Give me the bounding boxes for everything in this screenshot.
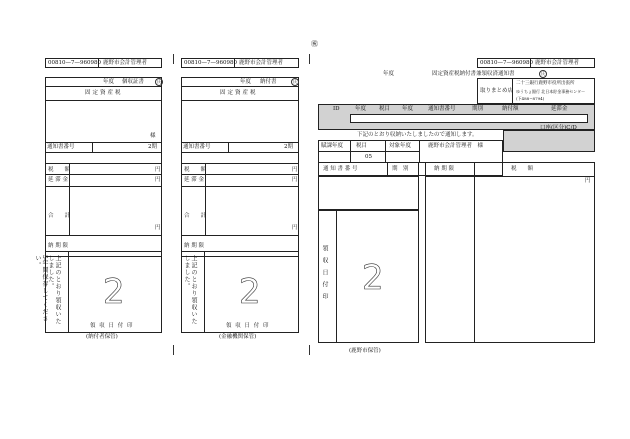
panel2-total: 合 計 [184, 213, 207, 219]
panel1-received-text: 上記のとおり領収いたしました。 [47, 255, 61, 325]
panel1-yen2: 円 [155, 177, 161, 183]
hdr-kibetsu: 期別 [472, 106, 484, 112]
panel1-late-fee: 延 滞 金 [48, 177, 68, 183]
nokigen-label: 納 期 限 [434, 166, 454, 172]
panel1-yen3: 円 [155, 225, 161, 231]
panel1-stamp-label: 領 収 日 付 印 [90, 323, 134, 329]
panel3-account-code: 00810—7—960980 [480, 60, 533, 66]
zeimoku-label: 税目 [356, 143, 368, 149]
panel3-keep-label: (鹿野市保管) [349, 348, 381, 354]
panel2-numeral: 2 [239, 272, 261, 312]
panel1-payee: 鹿野市会計管理者 [103, 60, 148, 66]
panel2-keep-label: (金融機関保管) [219, 334, 257, 340]
received-notice: 下記のとおり収納いたしましたので通知します。 [357, 132, 478, 138]
panel1-total: 合 計 [48, 213, 71, 219]
panel3-blank-area [318, 176, 419, 210]
panel3-yen: 円 [585, 178, 591, 184]
panel1-nendo: 年度 [103, 79, 115, 85]
panel1-sama: 様 [150, 133, 156, 139]
ryoshu-inji-label: 領収日付印 [321, 245, 328, 305]
panel2-tax-amount: 税 額 [184, 167, 207, 173]
torimatome-label: 取りまとめ店 [480, 88, 514, 94]
panel3-title: 固定資産税納付書兼領収済通知書 [432, 71, 515, 77]
panel1-period: 2期 [148, 144, 157, 150]
kibetsu-label: 期 別 [392, 166, 409, 172]
panel2-payee: 鹿野市会計管理者 [239, 60, 284, 66]
five-year-note: 5年間保存してください。 [34, 255, 48, 323]
hdr-zeimoku: 税目 [379, 106, 391, 112]
panel1-yen1: 円 [155, 167, 161, 173]
hdr-nendo: 年度 [355, 106, 367, 112]
panel2-period: 2期 [284, 144, 293, 150]
panel3-nendo: 年度 [383, 71, 395, 77]
zeimoku-code: 05 [365, 154, 372, 160]
panel2-late-fee: 延 滞 金 [184, 177, 204, 183]
panel3-numeral: 2 [362, 258, 384, 298]
panel2-notice-number: 通知書番号 [183, 144, 211, 150]
kazei-nendo: 賦課年度 [321, 143, 344, 149]
panel2-yen1: 円 [292, 167, 298, 173]
panel1-numeral: 2 [103, 272, 125, 312]
hdr-entai: 延滞金 [551, 106, 568, 112]
panel1-notice-number: 通知書番号 [47, 144, 75, 150]
hdr-tsuchi: 通知書番号 [428, 106, 456, 112]
panel1-tax-name: 固定資産税 [85, 90, 123, 96]
panel1-stamp-mark: 氏 [157, 79, 161, 84]
zeigaku-label: 税 額 [511, 166, 534, 172]
bank-line2: ゆうちょ銀行 北日本貯金事務センター [516, 89, 586, 94]
nokigen-block [425, 162, 595, 343]
bank-line1: 二十三銀行鹿野市役所出張所 [516, 81, 575, 86]
panel2-stamp-label: 領 収 日 付 印 [226, 323, 270, 329]
notice-side-gray [503, 130, 595, 152]
panel2-tax-name: 固定資産税 [220, 90, 258, 96]
panel2-account-code: 00810—7—960980 [184, 60, 237, 66]
panel2-nendo: 年度 [240, 79, 252, 85]
panel2-yen2: 円 [292, 177, 298, 183]
tsuchi-bango: 通 知 書 番 号 [323, 166, 358, 172]
panel1-keep-label: (納付者保管) [86, 334, 118, 340]
panel2-yen3: 円 [292, 225, 298, 231]
panel1-due-date: 納 期 限 [48, 243, 68, 249]
panel2-due-date: 納 期 限 [184, 243, 204, 249]
panel2-received-text: 上記のとおり領収いたしました。 [183, 255, 197, 325]
panel2-title: 納付書 [260, 79, 277, 85]
panel3-stamp-mark: 氏 [541, 71, 545, 76]
taisho-nendo: 対象年度 [389, 143, 412, 149]
panel1-account-code: 00810—7—960980 [48, 60, 101, 66]
id-entry-field [350, 114, 588, 123]
hdr-nendo2: 年度 [402, 106, 414, 112]
panel3-payee: 鹿野市会計管理者 [535, 60, 580, 66]
bank-line3: (下488−8794) [516, 96, 545, 101]
panel1-title: 個収証書 [122, 79, 145, 85]
panel2-stamp-mark: 氏 [293, 79, 297, 84]
payee-sama: 鹿野市会計管理者 様 [428, 143, 484, 149]
hdr-nofu: 納付額 [502, 106, 519, 112]
koza-label: 口座(区分)C/D [540, 125, 577, 131]
hdr-id: ID [333, 106, 340, 112]
panel1-tax-amount: 税 額 [48, 167, 71, 173]
circle-mark: ㊗ [311, 40, 318, 48]
